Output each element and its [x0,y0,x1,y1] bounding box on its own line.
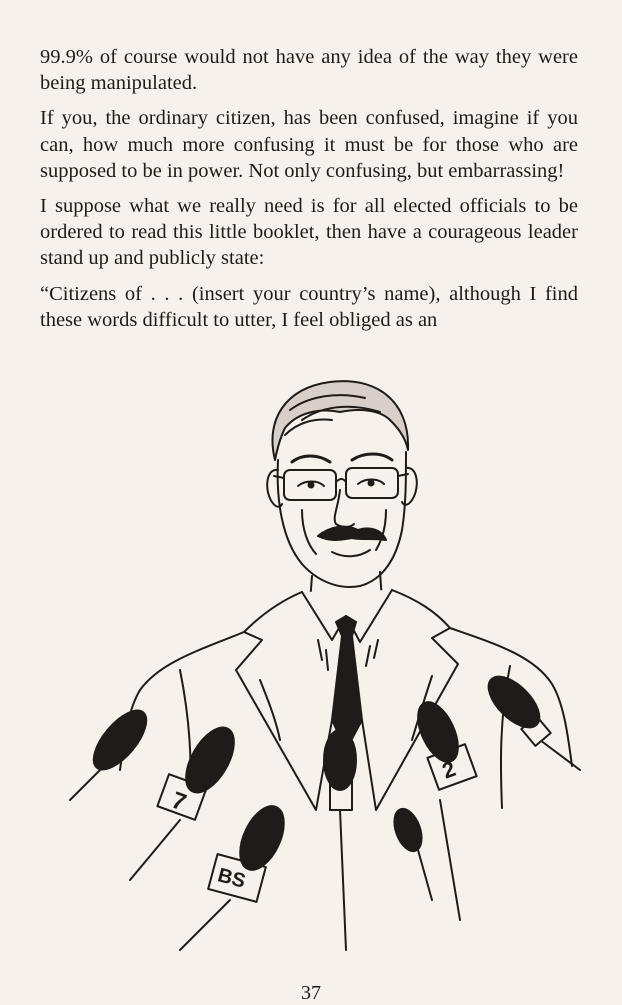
politician-illustration [40,340,600,960]
page-number: 37 [301,982,321,1004]
body-text [40,44,578,333]
mic-label-bs: BS [215,864,248,893]
paragraph: If you, the ordinary citizen, has been confused, imagine if you can, how much more confusing it must be for those who are supposed to be in power. Not only confusing, but embarrassing! [40,107,578,182]
mic-label-7: 7 [167,786,190,817]
mic-label-2: 2 [438,755,459,784]
paragraph: I suppose what we really need is for all elected officials to be ordered to read this little booklet, then have a courageous leader stand up and publicly state: [40,195,578,270]
paragraph: “Citizens of . . . (insert your country’s name), although I find these words difficult to utter, I feel obliged as an [40,282,578,331]
paragraph: 99.9% of course would not have any idea of the way they were being manipulated. [40,46,578,95]
